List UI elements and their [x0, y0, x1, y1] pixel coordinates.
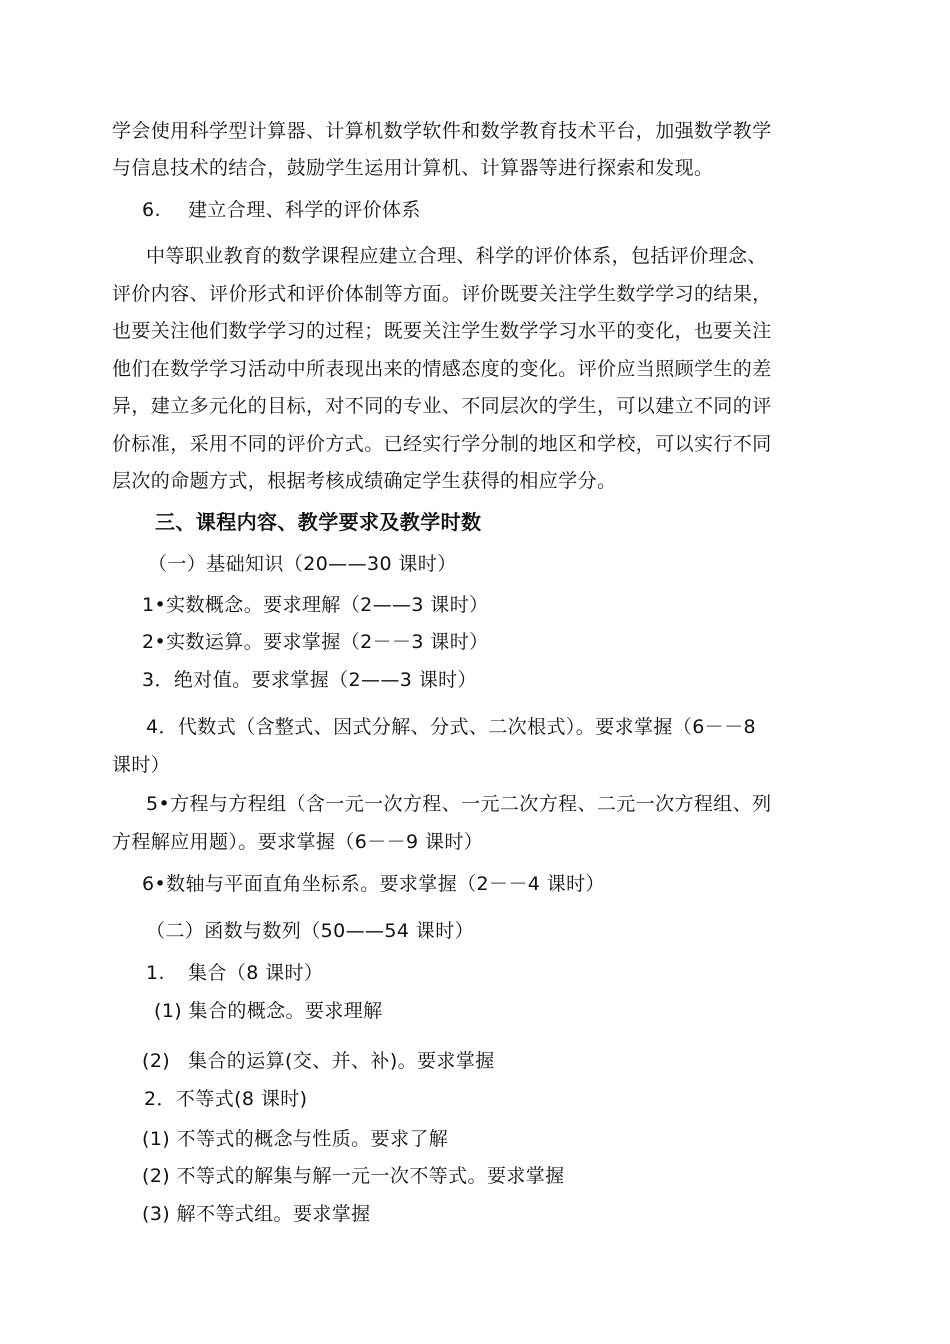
list-item-continued: 方程解应用题）。要求掌握（6－－9 课时）	[112, 831, 484, 853]
list-item-continued: 课时）	[112, 754, 171, 776]
sub-item: (1) 集合的概念。要求理解	[154, 1000, 383, 1022]
item-text: 集合的运算(交、并、补)。要求掌握	[188, 1050, 495, 1072]
paragraph-line: 也要关注他们数学学习的过程；既要关注学生数学学习水平的变化，也要关注	[112, 320, 772, 342]
paragraph-line: 评价内容、评价形式和评价体制等方面。评价既要关注学生数学学习的结果，	[112, 283, 772, 305]
list-item: 6•数轴与平面直角坐标系。要求掌握（2－－4 课时）	[142, 873, 605, 895]
sub-item: (1) 不等式的概念与性质。要求了解	[142, 1128, 449, 1150]
paragraph-line: 层次的命题方式，根据考核成绩确定学生获得的相应学分。	[112, 470, 617, 492]
paragraph-line: 与信息技术的结合，鼓励学生运用计算机、计算器等进行探索和发现。	[112, 157, 714, 179]
item-number: 1.	[146, 962, 165, 984]
item-title: 建立合理、科学的评价体系	[188, 199, 421, 221]
list-item	[146, 960, 323, 986]
section-item-6	[142, 197, 421, 223]
paragraph-line: 异，建立多元化的目标，对不同的专业、不同层次的学生，可以建立不同的评	[112, 395, 772, 417]
paragraph-line: 价标准，采用不同的评价方式。已经实行学分制的地区和学校，可以实行不同	[112, 433, 772, 455]
sub-item: (3) 解不等式组。要求掌握	[142, 1203, 371, 1225]
paragraph-line: 学会使用科学型计算器、计算机数学软件和数学教育技术平台，加强数学教学	[112, 120, 772, 142]
sub-item	[142, 1048, 495, 1074]
list-item: 2•实数运算。要求掌握（2－－3 课时）	[142, 631, 489, 653]
item-text: 集合（8 课时）	[188, 962, 324, 984]
section-heading: 三、课程内容、教学要求及教学时数	[155, 510, 482, 534]
item-number: (2)	[142, 1050, 171, 1072]
sub-item: (2) 不等式的解集与解一元一次不等式。要求掌握	[142, 1165, 565, 1187]
paragraph-line: 他们在数学学习活动中所表现出来的情感态度的变化。评价应当照顾学生的差	[112, 358, 772, 380]
list-item: 2．不等式(8 课时)	[144, 1088, 308, 1110]
subsection-heading: （一）基础知识（20——30 课时）	[148, 553, 457, 575]
item-number: 6.	[142, 199, 161, 221]
list-item: 3．绝对值。要求掌握（2——3 课时）	[142, 669, 477, 691]
list-item: 5•方程与方程组（含一元一次方程、一元二次方程、二元一次方程组、列	[146, 793, 772, 815]
paragraph-line: 中等职业教育的数学课程应建立合理、科学的评价体系，包括评价理念、	[146, 245, 767, 267]
list-item: 1•实数概念。要求理解（2——3 课时）	[142, 594, 489, 616]
subsection-heading: （二）函数与数列（50——54 课时）	[146, 920, 474, 942]
list-item: 4．代数式（含整式、因式分解、分式、二次根式）。要求掌握（6－－8	[146, 716, 756, 738]
